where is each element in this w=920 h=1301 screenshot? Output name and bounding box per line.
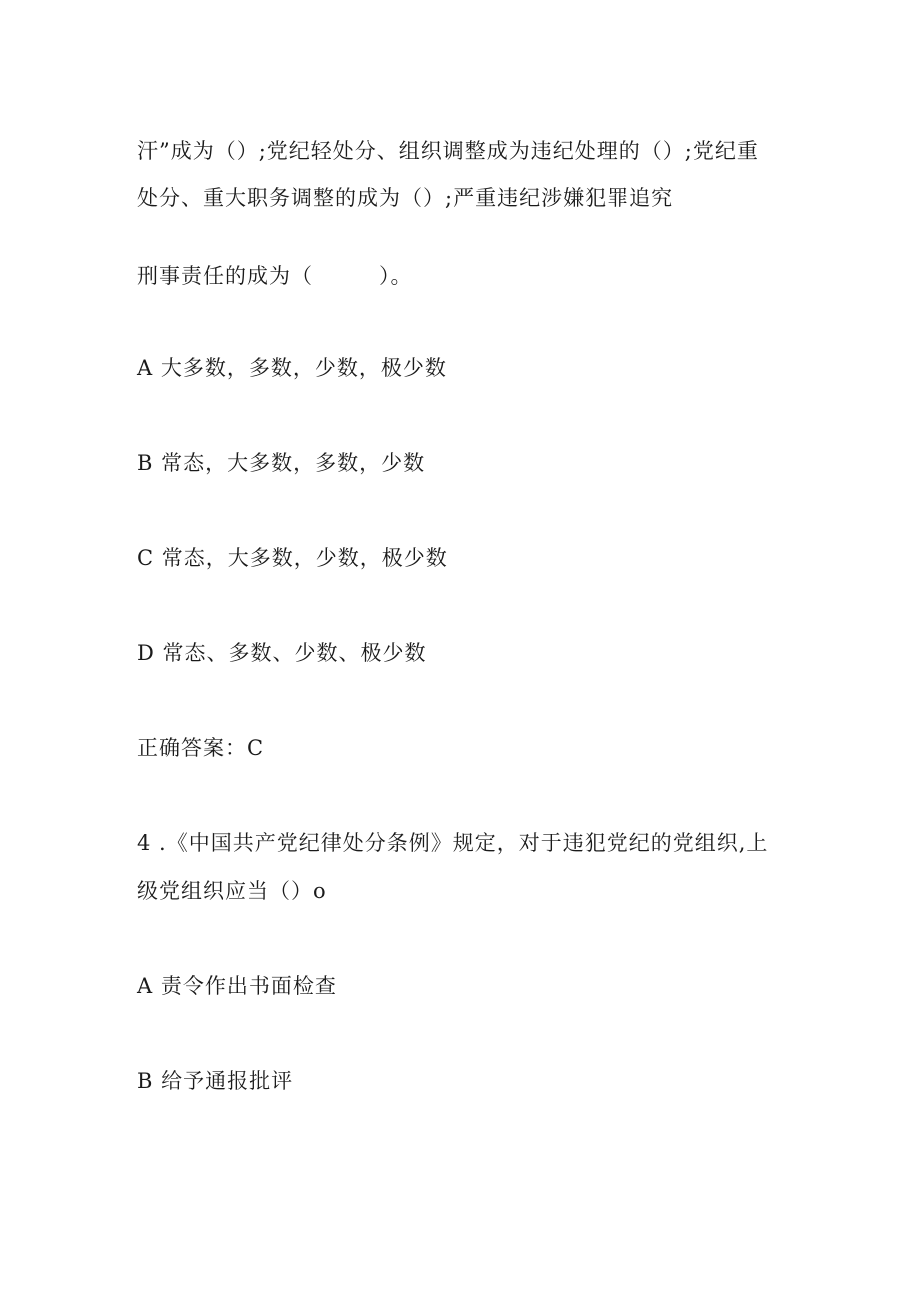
question-3-stem-line-1: 汗”成为（）;党纪轻处分、组织调整成为违纪处理的（）;党纪重: [137, 139, 759, 163]
question-3-option-a: A 大多数，多数，少数，极少数: [137, 356, 447, 380]
question-4-stem-line-2: 级党组织应当（）o: [137, 879, 327, 903]
question-3-option-c: C 常态，大多数，少数，极少数: [137, 546, 448, 570]
question-4-option-a: A 责令作出书面检查: [137, 974, 337, 998]
question-4-stem-line-1: 4 .《中国共产党纪律处分条例》规定，对于违犯党纪的党组织,上: [137, 831, 769, 855]
question-4-option-b: B 给予通报批评: [137, 1069, 294, 1093]
question-3-option-b: B 常态，大多数，多数，少数: [137, 451, 426, 475]
question-3-option-d: D 常态、多数、少数、极少数: [137, 641, 427, 665]
question-3-answer: 正确答案：C: [137, 736, 265, 760]
question-3-stem-line-3: 刑事责任的成为（ ）。: [137, 264, 413, 288]
question-3-stem-line-2: 处分、重大职务调整的成为（）;严重违纪涉嫌犯罪追究: [137, 186, 674, 210]
